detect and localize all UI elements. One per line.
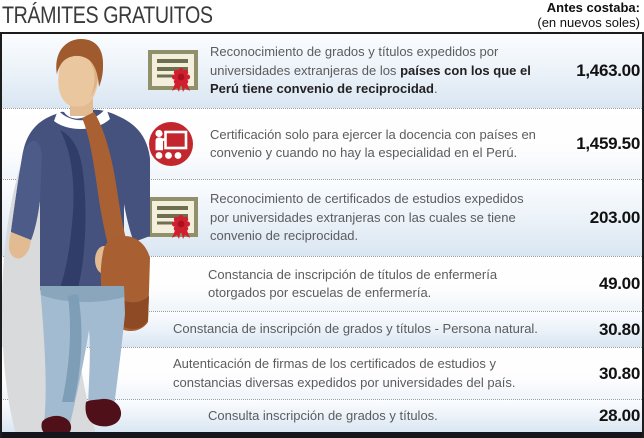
row-value: 1,459.50 [576,134,640,153]
row-description: Constancia de inscripción de títulos de enfermería otorgados por escuelas de enfermería. [208,266,498,300]
row-value: 49.00 [598,274,640,293]
row-value: 203.00 [589,208,640,227]
row-description: Reconocimiento de grados y títulos expedidos por universidades extranjeras de los países con los que el Perú tiene convenio de reciprocidad. [210,44,531,97]
row-value: 1,463.00 [576,61,640,80]
row-description: Constancia de inscripción de grados y títulos - Persona natural. [173,321,538,337]
value-column-header [537,0,644,30]
page-title: TRÁMITES GRATUITOS [2,2,213,29]
certificate-icon [148,50,198,92]
teacher-icon [148,121,194,167]
row-value: 28.00 [598,406,640,425]
value-column-header-title: Antes costaba: [546,0,640,15]
value-column-header-unit: (en nuevos soles) [537,14,640,30]
row-description: Reconocimiento de certificados de estudios expedidos por universidades extranjeras con las cuales se tiene convenio de reciprocidad. [210,191,524,244]
row-description: Autenticación de firmas de los certificados de estudios y constancias diversas expedidos por universidades del país. [173,356,516,390]
row-value: 30.80 [598,363,640,383]
student-illustration [0,34,150,438]
row-value: 30.80 [598,319,640,339]
bottom-bar [0,432,644,438]
row-description: Certificación solo para ejercer la docencia con países en convenio y cuando no hay la especialidad en el Perú. [210,126,536,160]
header [0,0,644,34]
certificate-icon [148,197,198,239]
row-description: Consulta inscripción de grados y títulos. [208,407,438,423]
